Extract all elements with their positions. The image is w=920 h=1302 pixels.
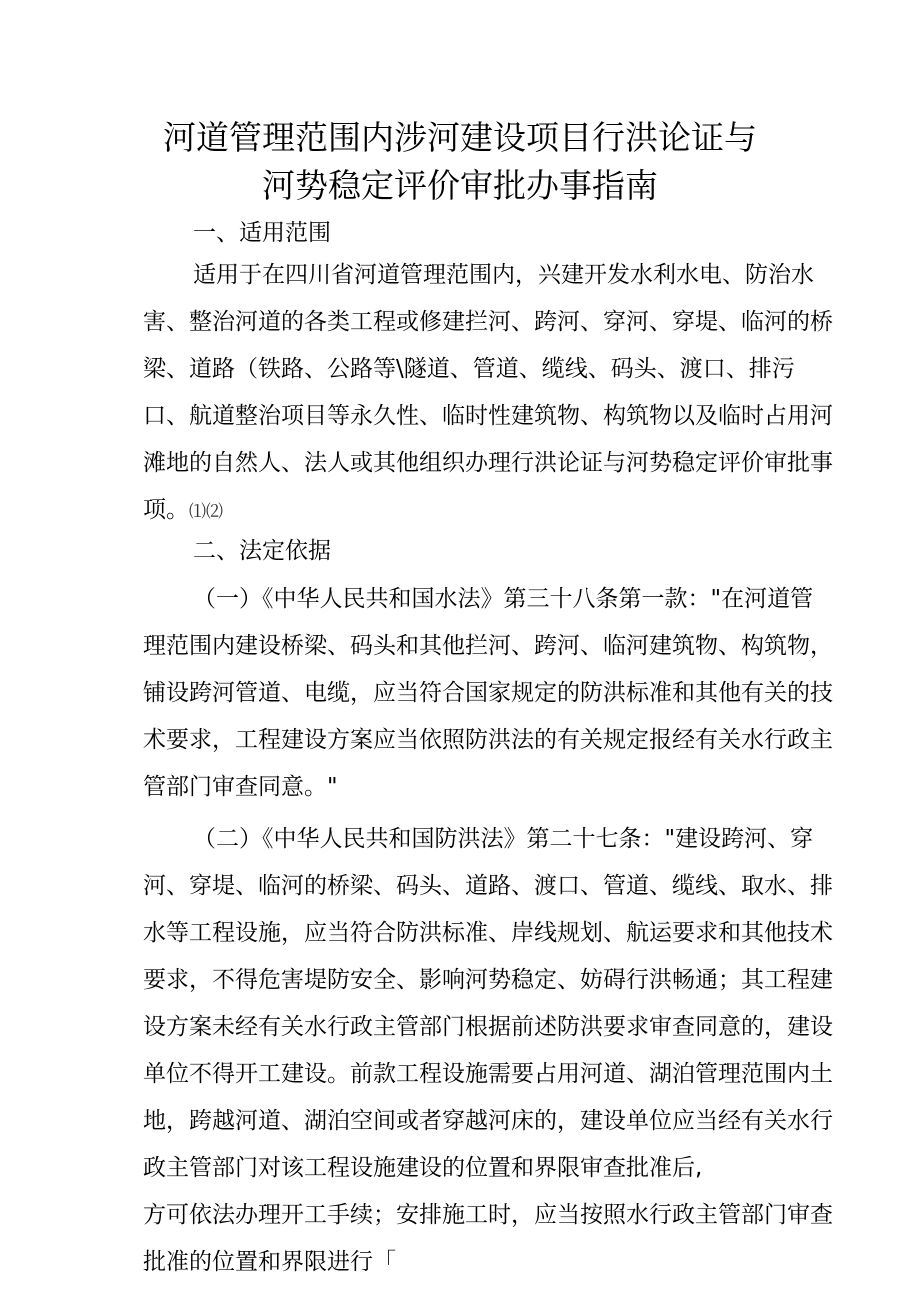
scope-text-line: 适用于在四川省河道管理范围内，兴建开发水利水电、防治水 <box>193 262 814 288</box>
document-title-line-1: 河道管理范围内涉河建设项目行洪论证与 <box>163 118 757 157</box>
clause-1-line: 铺设跨河管道、电缆，应当符合国家规定的防洪标准和其他有关的技 <box>143 680 833 706</box>
clause-2-line: 单位不得开工建设。前款工程设施需要占用河道、湖泊管理范围内土 <box>143 1061 833 1087</box>
clause-2-line: （二）《中华人民共和国防洪法》第二十七条："建设跨河、穿 <box>193 826 814 852</box>
clause-1-line: 理范围内建设桥梁、码头和其他拦河、跨河、临河建筑物、构筑物， <box>143 633 833 659</box>
clause-2-line: 设方案未经有关水行政主管部门根据前述防洪要求审查同意的，建设 <box>143 1014 833 1040</box>
clause-2-line: 河、穿堤、临河的桥梁、码头、道路、渡口、管道、缆线、取水、排 <box>143 873 833 899</box>
section-heading-legal-basis: 二、法定依据 <box>193 538 331 564</box>
scope-text-line: 滩地的自然人、法人或其他组织办理行洪论证与河势稳定评价审批事 <box>143 450 833 476</box>
scope-text-line-last <box>143 495 223 527</box>
clause-1-line: （一）《中华人民共和国水法》第三十八条第一款："在河道管 <box>193 586 814 612</box>
clause-2-line: 地，跨越河道、湖泊空间或者穿越河床的，建设单位应当经有关水行 <box>143 1108 833 1134</box>
clause-2-line: 政主管部门对该工程设施建设的位置和界限审查批准后, <box>143 1155 703 1181</box>
clause-1-line: 管部门审查同意。" <box>143 774 338 800</box>
clause-2-line: 水等工程设施，应当符合防洪标准、岸线规划、航运要求和其他技术 <box>143 920 833 946</box>
section-heading-scope: 一、适用范围 <box>193 220 331 246</box>
footnote-references: ⑴⑵ <box>189 502 223 522</box>
clause-2-line: 批准的位置和界限进行「 <box>143 1249 396 1275</box>
clause-2-line: 要求，不得危害堤防安全、影响河势稳定、妨碍行洪畅通；其工程建 <box>143 967 833 993</box>
scope-text-line: 梁、道路（铁路、公路等\隧道、管道、缆线、码头、渡口、排污 <box>143 356 795 382</box>
scope-text-line: 害、整治河道的各类工程或修建拦河、跨河、穿河、穿堤、临河的桥 <box>143 309 833 335</box>
document-title-line-2: 河势稳定评价审批办事指南 <box>262 166 658 205</box>
scope-text-line: 口、航道整治项目等永久性、临时性建筑物、构筑物以及临时占用河 <box>143 403 833 429</box>
scope-text-end: 项。 <box>143 497 189 523</box>
clause-2-line: 方可依法办理开工手续；安排施工时，应当按照水行政主管部门审查 <box>143 1202 833 1228</box>
clause-1-line: 术要求，工程建设方案应当依照防洪法的有关规定报经有关水行政主 <box>143 727 833 753</box>
